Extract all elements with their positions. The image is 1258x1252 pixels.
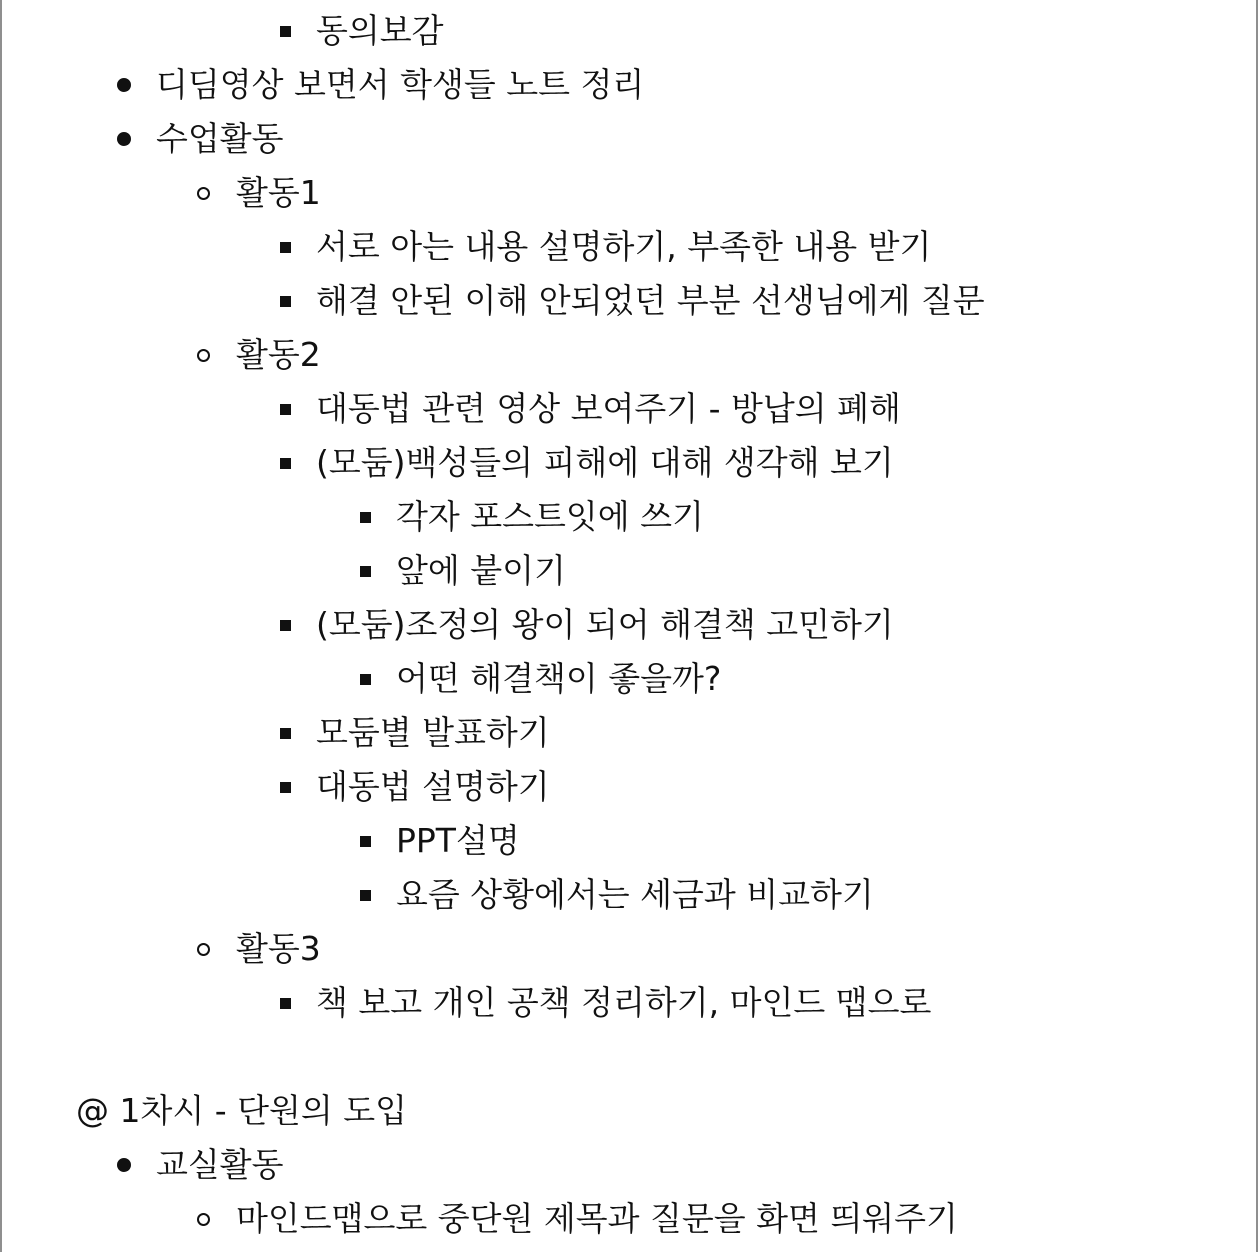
square-bullet-icon bbox=[280, 782, 291, 793]
list-item-text: 각자 포스트잇에 쓰기 bbox=[396, 497, 704, 536]
list-item-text: 마인드맵으로 중단원 제목과 질문을 화면 띄워주기 bbox=[236, 1199, 958, 1238]
square-bullet-icon bbox=[360, 890, 371, 901]
disc-bullet-icon bbox=[117, 1158, 131, 1172]
list-item-text: 수업활동 bbox=[156, 119, 284, 158]
list-item-text: (모둠)조정의 왕이 되어 해결책 고민하기 bbox=[316, 605, 894, 644]
square-bullet-icon bbox=[280, 404, 291, 415]
list-item-text: 앞에 붙이기 bbox=[396, 551, 566, 590]
square-bullet-icon bbox=[280, 26, 291, 37]
square-bullet-icon bbox=[280, 728, 291, 739]
list-item-text: 교실활동 bbox=[156, 1145, 284, 1184]
list-item-text: 모둠별 발표하기 bbox=[316, 713, 550, 752]
list-item-text: 어떤 해결책이 좋을까? bbox=[396, 659, 722, 698]
square-bullet-icon bbox=[360, 512, 371, 523]
circle-bullet-icon bbox=[197, 349, 210, 362]
list-item-text: PPT설명 bbox=[396, 821, 520, 860]
list-item-text: 활동2 bbox=[236, 335, 321, 374]
square-bullet-icon bbox=[280, 998, 291, 1009]
circle-bullet-icon bbox=[197, 187, 210, 200]
list-item-text: (모둠)백성들의 피해에 대해 생각해 보기 bbox=[316, 443, 894, 482]
disc-bullet-icon bbox=[117, 132, 131, 146]
disc-bullet-icon bbox=[117, 78, 131, 92]
section-heading-text: @ 1차시 - 단원의 도입 bbox=[76, 1091, 408, 1130]
circle-bullet-icon bbox=[197, 1213, 210, 1226]
list-item-text: 활동3 bbox=[236, 929, 321, 968]
circle-bullet-icon bbox=[197, 943, 210, 956]
square-bullet-icon bbox=[360, 566, 371, 577]
square-bullet-icon bbox=[280, 242, 291, 253]
list-item-text: 대동법 관련 영상 보여주기 - 방납의 폐해 bbox=[316, 389, 901, 428]
list-item-text: 요즘 상황에서는 세금과 비교하기 bbox=[396, 875, 874, 914]
square-bullet-icon bbox=[280, 296, 291, 307]
list-item-text: 활동1 bbox=[236, 173, 321, 212]
list-item-text: 해결 안된 이해 안되었던 부분 선생님에게 질문 bbox=[316, 281, 985, 320]
list-item-text: 대동법 설명하기 bbox=[316, 767, 550, 806]
square-bullet-icon bbox=[280, 620, 291, 631]
square-bullet-icon bbox=[360, 836, 371, 847]
list-item-text: 서로 아는 내용 설명하기, 부족한 내용 받기 bbox=[316, 227, 932, 266]
list-item-text: 동의보감 bbox=[316, 11, 444, 50]
square-bullet-icon bbox=[360, 674, 371, 685]
list-item-text: 책 보고 개인 공책 정리하기, 마인드 맵으로 bbox=[316, 983, 932, 1022]
square-bullet-icon bbox=[280, 458, 291, 469]
list-item-text: 디딤영상 보면서 학생들 노트 정리 bbox=[156, 65, 645, 104]
